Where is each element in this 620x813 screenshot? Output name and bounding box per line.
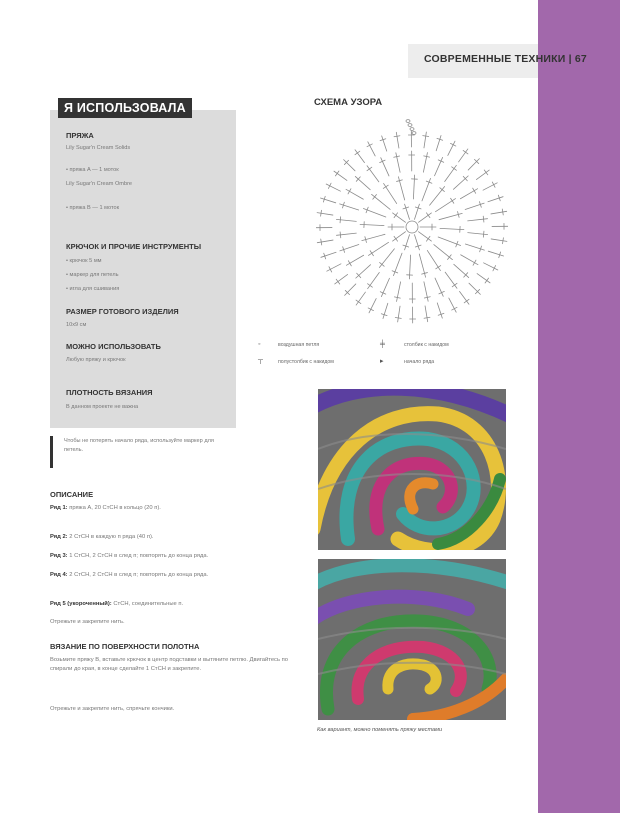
chart-stitch-crossbar — [394, 236, 398, 241]
chart-stitch-crossbar — [436, 266, 441, 269]
chart-stitch-crossbar — [340, 232, 341, 238]
chart-title: СХЕМА УЗОРА — [314, 97, 383, 108]
chart-stitch-mark — [414, 235, 419, 250]
chart-stitch-crossbar — [447, 255, 451, 260]
materials-heading-substitutes: МОЖНО ИСПОЛЬЗОВАТЬ — [66, 342, 161, 351]
materials-tools-line: • игла для сшивания — [66, 286, 120, 292]
surface-heading: ВЯЗАНИЕ ПО ПОВЕРХНОСТИ ПОЛОТНА — [50, 642, 200, 651]
chart-stitch-crossbar — [340, 217, 341, 223]
chart-stitch-mark — [383, 303, 388, 318]
chart-stitch-crossbar — [451, 143, 456, 146]
chart-stitch-mark — [445, 165, 457, 181]
chart-stitch-crossbar — [321, 210, 322, 216]
materials-yarn-line: • пряжа B — 1 моток — [66, 205, 120, 211]
running-head-text: СОВРЕМЕННЫЕ ТЕХНИКИ | 67 — [424, 53, 587, 65]
materials-tools-line: • маркер для петель — [66, 272, 119, 278]
pattern-row-text: 1 СтСН, 2 СтСН в след п; повторять до конца ряда. — [69, 553, 209, 559]
pattern-row-text: 2 СтСН в каждую п ряда (40 п). — [69, 534, 154, 540]
chart-stitch-mark — [382, 136, 387, 151]
materials-box — [50, 110, 236, 428]
chart-stitch-mark — [414, 204, 419, 219]
chart-stitch-mark — [363, 208, 385, 217]
pattern-row — [50, 600, 295, 609]
chart-stitch-mark — [396, 132, 399, 148]
chart-stitch-crossbar — [493, 266, 496, 271]
stitch-chart — [316, 115, 508, 335]
pattern-row-label: Ряд 5 (укороченный): — [50, 601, 112, 607]
chart-stitch-mark — [317, 213, 333, 215]
materials-yarn-line: Lily Sugar'n Cream Ombre — [66, 181, 133, 187]
chart-stitch-crossbar — [426, 236, 430, 241]
pattern-row — [50, 571, 295, 580]
materials-yarn-line: Lily Sugar'n Cream Solids — [66, 145, 131, 151]
chart-stitch-crossbar — [503, 238, 504, 244]
legend-chain: воздушная петля — [278, 342, 320, 348]
chart-stitch-mark — [461, 255, 478, 265]
chart-stitch-crossbar — [348, 189, 351, 194]
chart-stitch-crossbar — [355, 151, 360, 155]
chart-stitch-crossbar — [367, 167, 372, 171]
pattern-row-label: Ряд 2: — [50, 534, 68, 540]
surface-paragraph-1: Возьмите пряжу B, вставьте крючок в центр подставки и вытяните петлю. Двигайтесь по спирали до края, в конце сделайте 1 СтСН и закрепите. — [50, 657, 288, 672]
chart-stitch-crossbar — [452, 167, 457, 171]
chart-stitch-mark — [336, 233, 356, 235]
chart-stitch-mark — [355, 176, 370, 189]
chart-stitch-crossbar — [452, 283, 457, 287]
chart-stitch-mark — [397, 282, 401, 302]
pattern-row-label: Ряд 1: — [50, 505, 68, 511]
chart-stitch-crossbar — [335, 171, 338, 176]
chart-stitch-mark — [448, 141, 455, 155]
pattern-row — [50, 552, 295, 561]
chart-stitch-crossbar — [485, 278, 488, 283]
chart-stitch-mark — [369, 299, 376, 313]
chart-stitch-crossbar — [483, 216, 484, 222]
half-double-symbol-icon: ┬ — [258, 357, 263, 364]
chart-stitch-mark — [398, 306, 400, 322]
chart-stitch-crossbar — [464, 299, 469, 303]
chart-stitch-mark — [405, 235, 410, 250]
chart-stitch-mark — [449, 298, 456, 312]
chart-stitch-mark — [430, 187, 445, 206]
chart-stitch-mark — [317, 240, 333, 243]
pattern-row — [50, 533, 295, 542]
chart-stitch-crossbar — [492, 182, 495, 187]
chart-stitch-mark — [393, 253, 402, 275]
chart-stitch-crossbar — [321, 239, 322, 245]
chart-stitch-crossbar — [368, 308, 373, 311]
chart-stitch-mark — [425, 306, 428, 322]
chart-stitch-crossbar — [451, 198, 454, 203]
legend-half-double: полустолбик с накидом — [278, 359, 334, 365]
mat-photo-bottom — [318, 559, 506, 720]
chart-stitch-crossbar — [473, 260, 476, 265]
materials-box-title: Я ИСПОЛЬЗОВАЛА — [58, 98, 192, 118]
chart-chain-mark — [410, 128, 414, 131]
chart-stitch-crossbar — [463, 150, 468, 153]
pattern-row-text: пряжа А, 20 СтСН в кольцо (20 п). — [69, 505, 161, 511]
chart-stitch-crossbar — [502, 209, 503, 215]
chart-stitch-crossbar — [328, 183, 331, 188]
chart-stitch-crossbar — [424, 317, 430, 318]
running-head — [408, 44, 587, 78]
chart-stitch-mark — [345, 284, 356, 295]
chart-stitch-crossbar — [368, 284, 373, 288]
chain-symbol-icon: ◦ — [258, 341, 261, 348]
chart-center-ring — [406, 221, 418, 233]
chart-stitch-crossbar — [395, 318, 401, 319]
chart-stitch-crossbar — [483, 231, 484, 237]
sidenote-bar — [50, 436, 53, 468]
chart-stitch-crossbar — [367, 144, 372, 147]
chart-stitch-crossbar — [423, 136, 429, 137]
description-closing: Отрежьте и закрепите нить. — [50, 619, 125, 625]
mat-photo-top — [318, 389, 506, 550]
chart-stitch-mark — [468, 219, 488, 221]
chart-stitch-crossbar — [426, 213, 430, 218]
chart-stitch-mark — [423, 153, 427, 173]
chart-stitch-mark — [336, 219, 356, 221]
chart-stitch-crossbar — [440, 188, 445, 192]
chart-chain-mark — [412, 132, 416, 135]
chart-stitch-mark — [372, 194, 391, 209]
chart-stitch-mark — [326, 184, 340, 191]
chart-stitch-mark — [445, 272, 457, 288]
materials-yarn-line: • пряжа A — 1 моток — [66, 167, 119, 173]
chart-stitch-crossbar — [348, 261, 351, 266]
chart-stitch-mark — [484, 263, 498, 270]
chart-stitch-mark — [327, 264, 341, 271]
chart-stitch-crossbar — [383, 185, 388, 188]
chart-stitch-mark — [488, 197, 503, 202]
materials-gauge-line: В данном проекте не важна — [66, 404, 139, 410]
chart-stitch-mark — [468, 159, 479, 170]
pattern-row-label: Ряд 3: — [50, 553, 68, 559]
chart-stitch-mark — [405, 204, 410, 219]
chart-stitch-crossbar — [329, 267, 332, 272]
chart-stitch-mark — [438, 237, 460, 246]
materials-heading-tools: КРЮЧОК И ПРОЧИЕ ИНСТРУМЕНТЫ — [66, 242, 202, 251]
chart-stitch-mark — [454, 264, 469, 277]
chart-stitch-mark — [483, 183, 497, 190]
chart-stitch-mark — [368, 142, 375, 156]
chart-stitch-mark — [491, 239, 507, 241]
chart-stitch-mark — [491, 211, 507, 214]
chart-stitch-mark — [346, 189, 363, 199]
chart-stitch-mark — [460, 189, 477, 199]
materials-heading-yarn: ПРЯЖА — [66, 131, 94, 140]
page-edge-stripe — [538, 0, 620, 813]
chart-stitch-crossbar — [394, 213, 398, 218]
pattern-row — [50, 504, 295, 513]
chart-stitch-mark — [469, 283, 480, 294]
chart-stitch-crossbar — [394, 136, 400, 137]
sidenote: Чтобы не потерять начало ряда, используйте маркер для петель. — [64, 438, 214, 453]
chart-stitch-crossbar — [336, 279, 340, 284]
materials-heading-gauge: ПЛОТНОСТЬ ВЯЗАНИЯ — [66, 388, 153, 397]
materials-substitutes-line: Любую пряжу и крючок — [66, 357, 126, 363]
chart-stitch-mark — [346, 255, 363, 265]
chart-stitch-crossbar — [373, 195, 377, 200]
chart-stitch-mark — [424, 132, 426, 148]
chart-stitch-mark — [320, 198, 335, 203]
chart-stitch-crossbar — [380, 262, 385, 266]
chart-stitch-mark — [356, 265, 371, 278]
pattern-row-text: 2 СтСН, 2 СтСН в след п; повторять до конца ряда. — [69, 572, 209, 578]
chart-stitch-crossbar — [356, 300, 361, 303]
materials-size-line: 10x9 см — [66, 322, 87, 328]
chart-stitch-mark — [437, 303, 442, 318]
chart-chain-mark — [408, 124, 412, 127]
chart-stitch-crossbar — [452, 307, 457, 310]
chart-stitch-mark — [453, 176, 468, 189]
chart-stitch-crossbar — [484, 170, 488, 175]
photo-caption: Как вариант, можно поменять пряжу местами — [317, 727, 443, 733]
chart-stitch-crossbar — [370, 251, 373, 256]
row-start-symbol-icon: ▸ — [380, 358, 384, 365]
chart-stitch-mark — [488, 251, 503, 256]
chart-chain-mark — [406, 120, 410, 123]
pattern-row-text: СтСН, соединительные п. — [113, 601, 184, 607]
double-symbol-icon: ╪ — [380, 341, 385, 348]
materials-heading-size: РАЗМЕР ГОТОВОГО ИЗДЕЛИЯ — [66, 307, 179, 316]
pattern-row-label: Ряд 4: — [50, 572, 68, 578]
chart-stitch-mark — [367, 166, 379, 182]
chart-stitch-crossbar — [473, 188, 476, 193]
chart-stitch-mark — [344, 160, 355, 171]
materials-tools-line: • крючок 5 мм — [66, 258, 102, 264]
legend-row-start: начало ряда — [404, 359, 435, 365]
chart-stitch-mark — [434, 245, 453, 260]
chart-stitch-mark — [436, 135, 441, 150]
surface-paragraph-2: Отрежьте и закрепите нить, спрячьте кончики. — [50, 706, 175, 712]
chart-stitch-mark — [321, 252, 336, 257]
chart-stitch-mark — [379, 249, 394, 268]
description-heading: ОПИСАНИЕ — [50, 490, 94, 499]
chart-stitch-mark — [468, 233, 488, 235]
chart-stitch-mark — [368, 272, 380, 288]
legend-double: столбик с накидом — [404, 342, 449, 348]
